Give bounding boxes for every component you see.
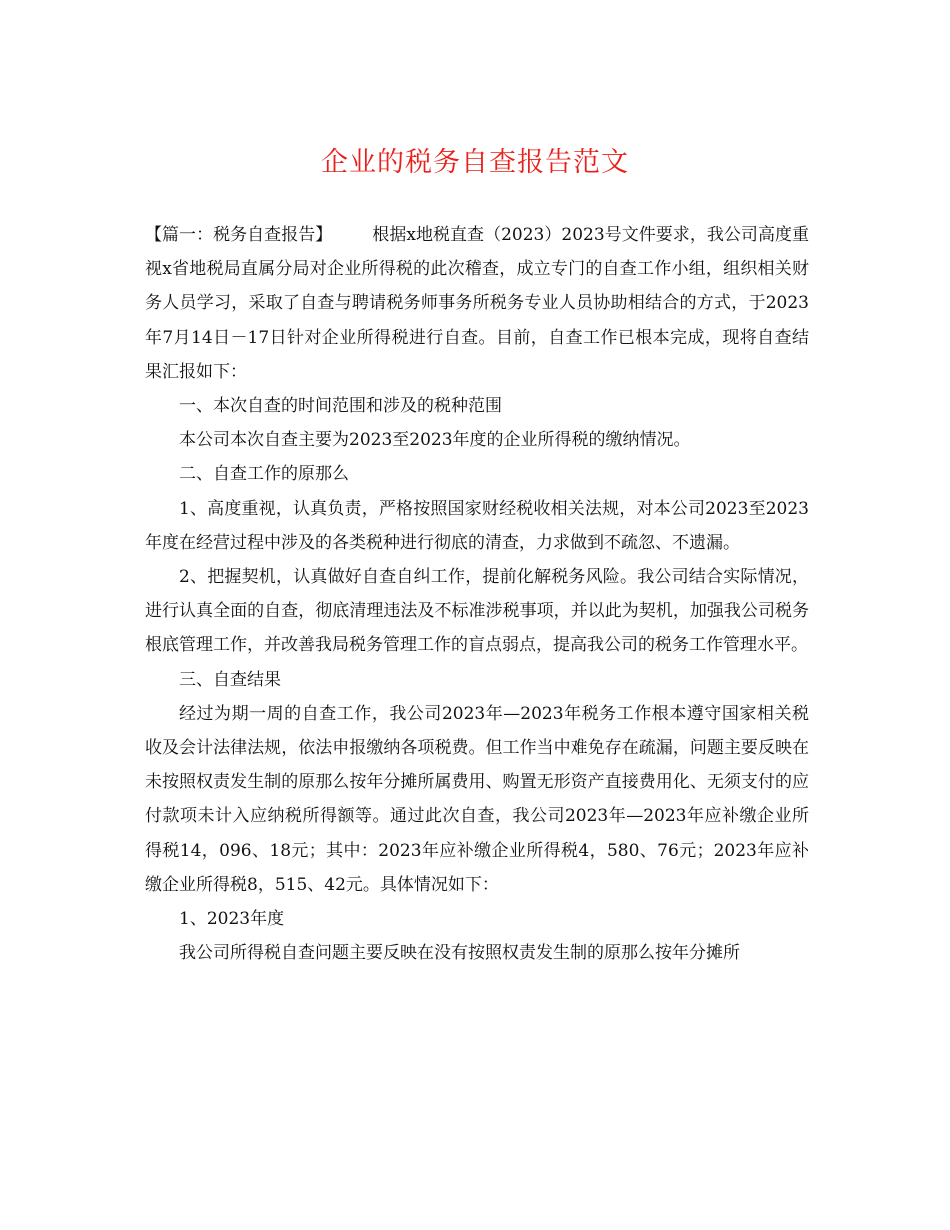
paragraph-year-detail: 我公司所得税自查问题主要反映在没有按照权责发生制的原那么按年分摊所 bbox=[179, 943, 740, 964]
paragraph-principle-1: 1、高度重视，认真负责，严格按照国家财经税收相关法规，对本公司2023至2023年度在经营过程中涉及的各类税种进行彻底的清查，力求做到不疏忽、不遗漏。 bbox=[145, 498, 809, 553]
paragraph-scope: 本公司本次自查主要为2023至2023年度的企业所得税的缴纳情况。 bbox=[179, 430, 691, 451]
document-body bbox=[145, 218, 809, 970]
section-heading-principles: 二、自查工作的原那么 bbox=[179, 464, 349, 485]
intro-heading: 【篇一：税务自查报告】 bbox=[145, 225, 333, 245]
subheading-year: 1、2023年度 bbox=[179, 909, 285, 930]
paragraph-results: 经过为期一周的自查工作，我公司2023年—2023年税务工作根本遵守国家相关税收及会计法律法规，依法申报缴纳各项税费。但工作当中难免存在疏漏，问题主要反映在未按照权责发生制的原那么按年分摊所属费用、购置无形资产直接费用化、无须支付的应付款项未计入应纳税所得额等。通过此次自查，我公司2023年—2023年应补缴企业所得税14，096、18元；其中：2023年应补缴企业所得税4，580、76元；2023年应补缴企业所得税8，515、42元。具体情况如下： bbox=[145, 703, 809, 895]
document-title: 企业的税务自查报告范文 bbox=[321, 147, 629, 178]
paragraph-principle-2: 2、把握契机，认真做好自查自纠工作，提前化解税务风险。我公司结合实际情况，进行认真全面的自查，彻底清理违法及不标准涉税事项，并以此为契机，加强我公司税务根底管理工作，并改善我局税务管理工作的盲点弱点，提高我公司的税务工作管理水平。 bbox=[145, 567, 809, 656]
intro-paragraph bbox=[145, 218, 809, 389]
intro-text: 根据x地税直查（2023）2023号文件要求，我公司高度重视x省地税局直属分局对企业所得税的此次稽查，成立专门的自查工作小组，组织相关财务人员学习，采取了自查与聘请税务师事务所税务专业人员协助相结合的方式，于2023年7月14日－17日针对企业所得税进行自查。目前，自查工作已根本完成，现将自查结果汇报如下： bbox=[145, 225, 809, 382]
section-heading-results: 三、自查结果 bbox=[179, 669, 281, 690]
section-heading-scope: 一、本次自查的时间范围和涉及的税种范围 bbox=[179, 396, 502, 417]
